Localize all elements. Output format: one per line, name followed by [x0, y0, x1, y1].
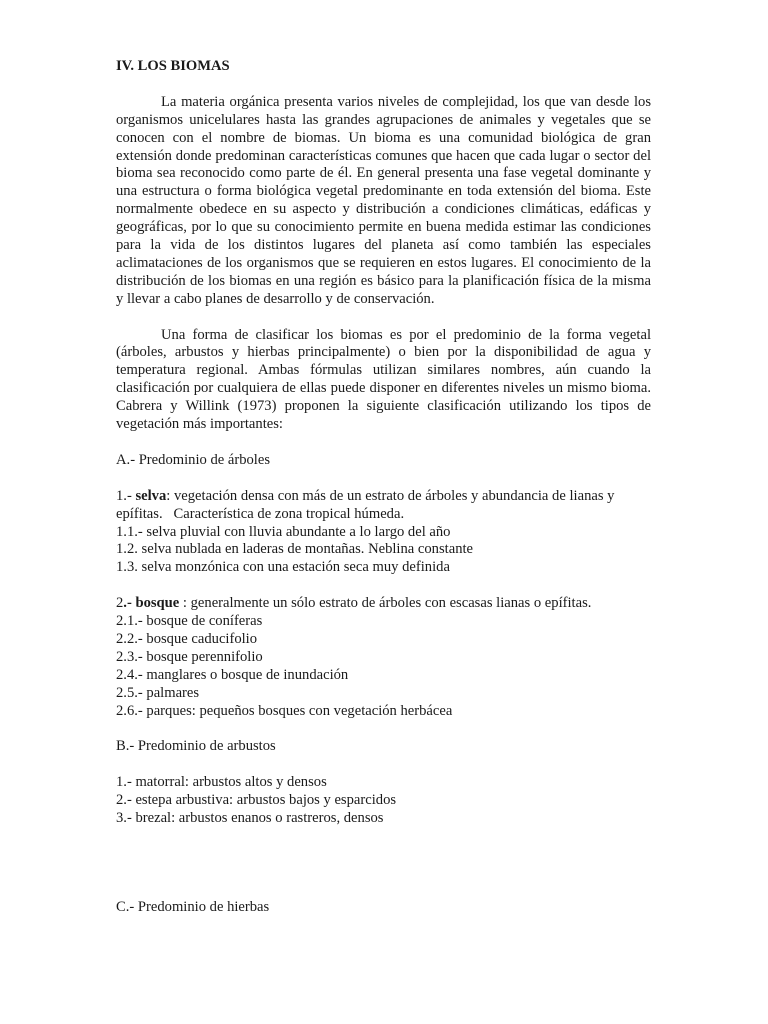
- section-a-heading: A.- Predominio de árboles: [116, 451, 271, 468]
- selva-block: [116, 488, 651, 578]
- bosque-desc: : generalmente un sólo estrato de árboles con escasas lianas o epífitas.: [179, 595, 592, 612]
- list-item: 2.4.- manglares o bosque de inundación: [116, 666, 349, 683]
- section-b-list: [116, 774, 651, 828]
- list-item: 1.- matorral: arbustos altos y densos: [116, 774, 327, 791]
- selva-definition: [116, 488, 651, 506]
- selva-prefix: 1.-: [116, 487, 136, 504]
- list-item: 1.2. selva nublada en laderas de montañas. Neblina constante: [116, 541, 474, 558]
- list-item: 1.3. selva monzónica con una estación seca muy definida: [116, 559, 450, 576]
- section-b-heading: B.- Predominio de arbustos: [116, 738, 276, 755]
- paragraph-classification: Una forma de clasificar los biomas es por el predominio de la forma vegetal (árboles, arbustos y hierbas principalmente) o bien por la disponibilidad de agua y temperatura regional. Ambas fórmulas utilizan similares nombres, aún cuando la clasificación por cualquiera de ellas puede disponer en diferentes niveles un mismo bioma. Cabrera y Willink (1973) proponen la siguiente clasificación utilizando los tipos de vegetación más importantes:: [116, 326, 651, 433]
- bosque-definition: [116, 595, 651, 613]
- list-item: 2.1.- bosque de coníferas: [116, 613, 263, 630]
- list-item: 1.1.- selva pluvial con lluvia abundante a lo largo del año: [116, 523, 451, 540]
- bosque-term: .- bosque: [123, 595, 180, 612]
- document-page: [116, 58, 651, 917]
- selva-term: selva: [135, 487, 167, 504]
- document-title: IV. LOS BIOMAS: [116, 58, 230, 74]
- selva-desc-line1: : vegetación densa con más de un estrato de árboles y abundancia de lianas y: [166, 487, 615, 504]
- list-item: 2.5.- palmares: [116, 684, 200, 701]
- list-item: 2.3.- bosque perennifolio: [116, 648, 263, 665]
- bosque-prefix: 2: [116, 595, 124, 612]
- list-item: 2.2.- bosque caducifolio: [116, 630, 258, 647]
- list-item: 2.- estepa arbustiva: arbustos bajos y esparcidos: [116, 792, 397, 809]
- list-item: 2.6.- parques: pequeños bosques con vegetación herbácea: [116, 702, 453, 719]
- section-c-heading: C.- Predominio de hierbas: [116, 899, 270, 916]
- selva-desc-line2: epífitas. Característica de zona tropical húmeda.: [116, 505, 405, 522]
- list-item: 3.- brezal: arbustos enanos o rastreros, densos: [116, 809, 384, 826]
- bosque-block: [116, 595, 651, 720]
- page-gap: [116, 828, 651, 900]
- paragraph-intro: La materia orgánica presenta varios niveles de complejidad, los que van desde los organismos unicelulares hasta las grandes agrupaciones de animales y vegetales que se conocen con el nombre de biomas. Un bioma es una comunidad biológica de gran extensión donde predominan características comunes que hacen que cada lugar o sector del bioma sea reconocido como parte de él. En general presenta una fase vegetal dominante y una estructura o forma biológica vegetal predominante en toda extensión del bioma. Este normalmente obedece en su aspecto y distribución a condiciones climáticas, edáficas y geográficas, por lo que su conocimiento permite en buena medida estimar las condiciones para la vida de los distintos lugares del planeta así como también las especiales aclimataciones de los organismos que se requieren en estos lugares. El conocimiento de la distribución de los biomas en una región es básico para la planificación física de la misma y llevar a cabo planes de desarrollo y de conservación.: [116, 93, 651, 307]
